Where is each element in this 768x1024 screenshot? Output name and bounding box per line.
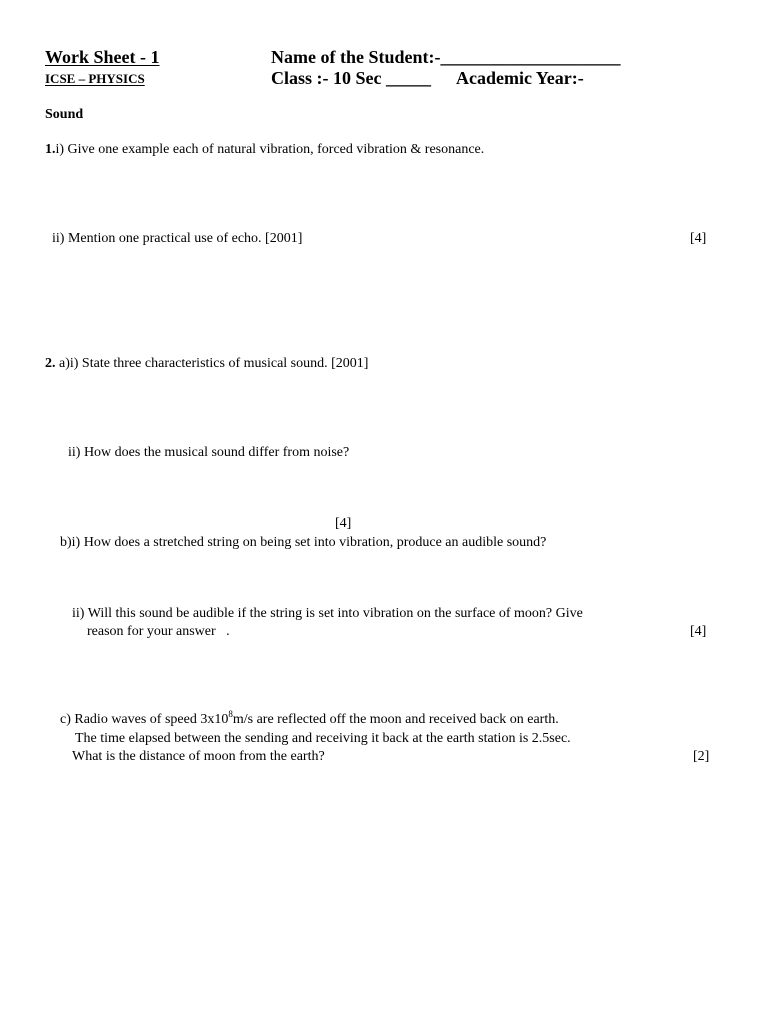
student-name-label: Name of the Student:-____________________ xyxy=(271,47,621,67)
worksheet-title: Work Sheet - 1 xyxy=(45,47,160,67)
subject-label: ICSE – PHYSICS xyxy=(45,71,145,86)
question-text: c) Radio waves of speed 3x10 xyxy=(60,712,229,727)
question-2c-line-2: The time elapsed between the sending and receiving it back at the earth station is 2.5sec. xyxy=(75,731,571,746)
question-text: m/s are reflected off the moon and received back on earth. xyxy=(232,712,559,727)
question-1-marks: [4] xyxy=(690,231,707,246)
question-2c-line-1 xyxy=(60,709,559,728)
question-number: 1. xyxy=(45,142,56,157)
question-2b-marks: [4] xyxy=(690,624,707,639)
class-label: Class :- 10 Sec _____ xyxy=(271,68,431,88)
question-2a-part-i xyxy=(45,356,368,372)
question-2b-part-ii-line-1: ii) Will this sound be audible if the string is set into vibration on the surface of moon? Give xyxy=(72,606,583,621)
topic-heading: Sound xyxy=(45,107,84,122)
question-1-part-i xyxy=(45,142,484,158)
question-2c-line-3: What is the distance of moon from the earth? xyxy=(72,749,325,764)
academic-year-label: Academic Year:- xyxy=(456,68,584,88)
question-text: a)i) State three characteristics of musical sound. [2001] xyxy=(55,356,369,371)
question-1-part-ii: ii) Mention one practical use of echo. [2001] xyxy=(52,231,303,246)
question-2b-part-ii-line-2: reason for your answer . xyxy=(87,624,230,639)
question-2a-marks: [4] xyxy=(335,516,352,531)
question-2b-part-i: b)i) How does a stretched string on being set into vibration, produce an audible sound? xyxy=(60,535,547,550)
question-number: 2. xyxy=(45,356,56,371)
question-2c-marks: [2] xyxy=(693,749,710,764)
exponent: 8 xyxy=(228,709,233,719)
question-2a-part-ii: ii) How does the musical sound differ from noise? xyxy=(68,445,350,460)
question-text: i) Give one example each of natural vibration, forced vibration & resonance. xyxy=(55,142,485,157)
